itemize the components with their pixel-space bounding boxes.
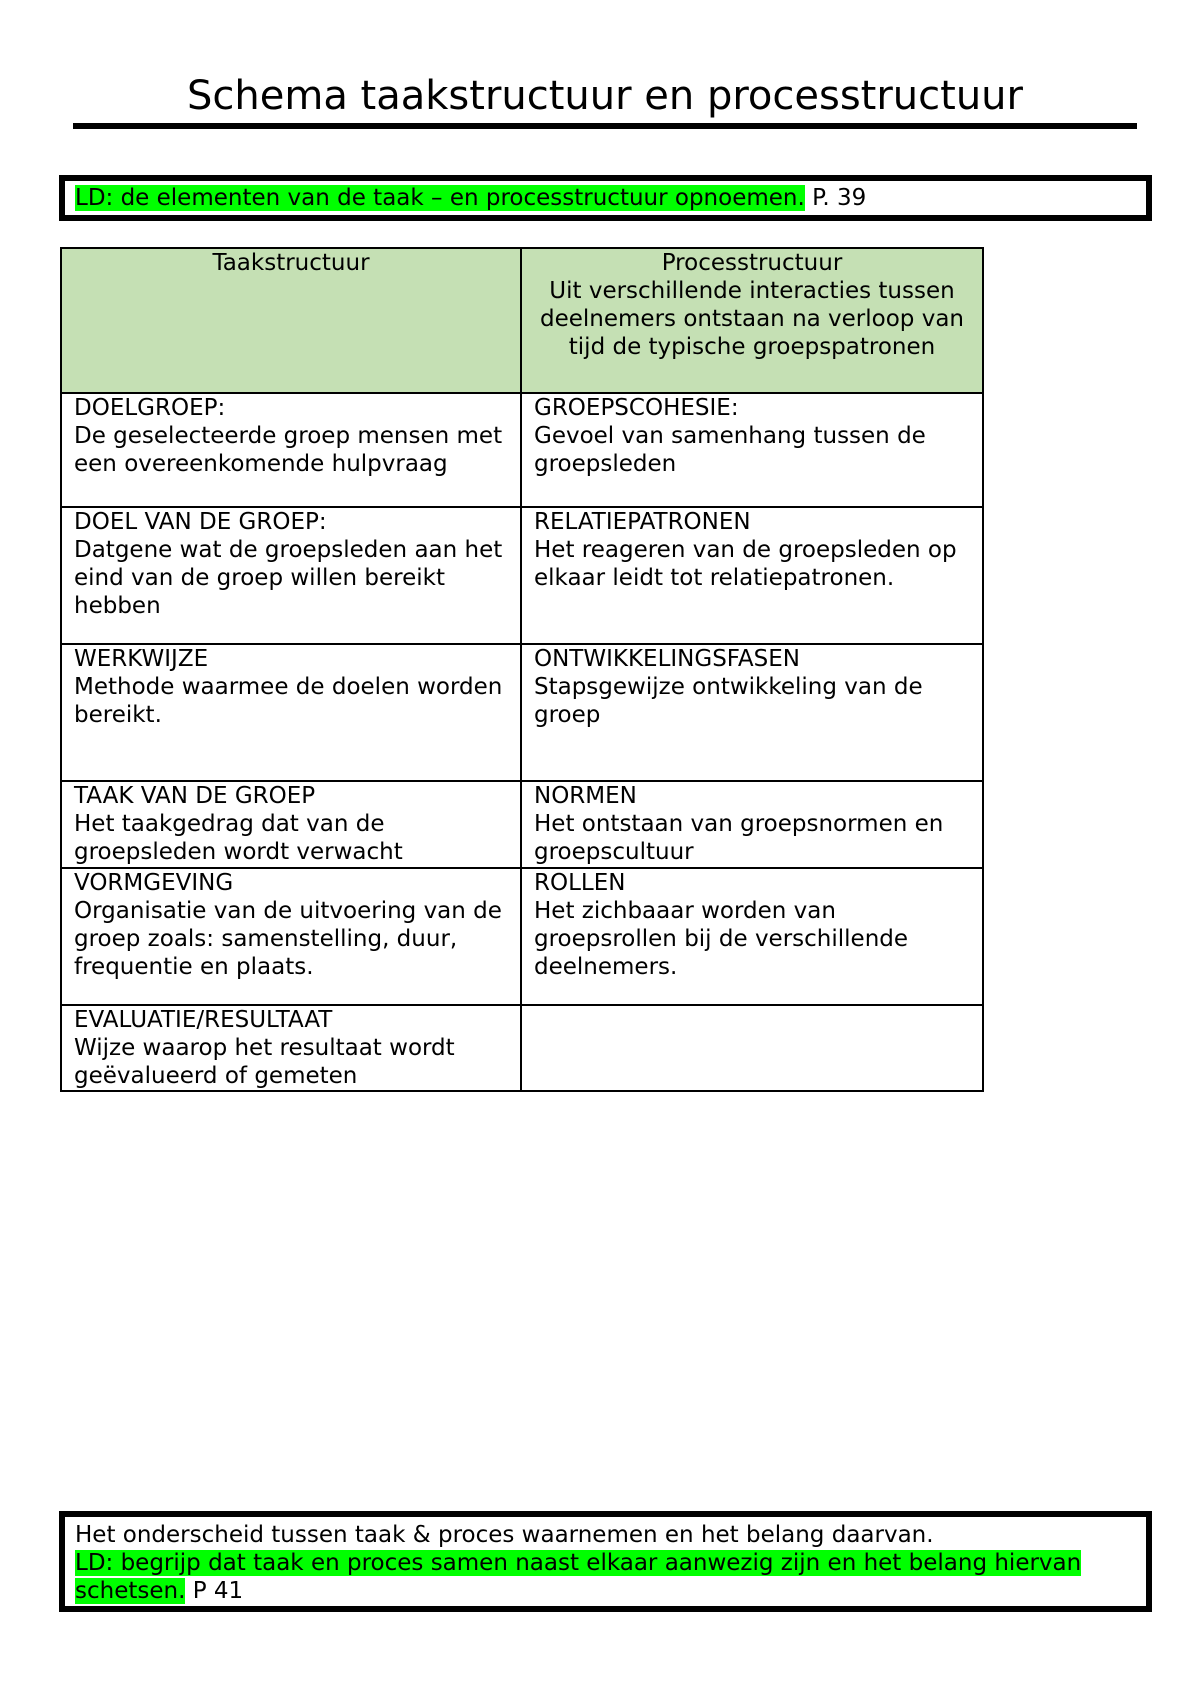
- process-heading: GROEPSCOHESIE:: [534, 395, 739, 421]
- task-description: Wijze waarop het resultaat wordt geëvalueerd of gemeten: [74, 1035, 455, 1089]
- observation-statement: Het onderscheid tussen taak & proces waarnemen en het belang daarvan.: [75, 1522, 934, 1548]
- table-row: [61, 1005, 983, 1091]
- process-description: Gevoel van samenhang tussen de groepsleden: [534, 423, 926, 477]
- learning-goal-box-top: [59, 175, 1152, 221]
- title-underline: [73, 123, 1137, 129]
- process-description: Stapsgewijze ontwikkeling van de groep: [534, 674, 923, 728]
- task-cell: [61, 781, 521, 868]
- task-heading: EVALUATIE/RESULTAAT: [74, 1007, 333, 1033]
- header-process: [521, 248, 983, 393]
- task-heading: TAAK VAN DE GROEP: [74, 783, 316, 809]
- header-task: [61, 248, 521, 393]
- process-cell: [521, 868, 983, 1005]
- task-cell: [61, 507, 521, 644]
- process-cell: [521, 507, 983, 644]
- header-task-label: Taakstructuur: [212, 250, 370, 276]
- table-row: [61, 393, 983, 507]
- process-description: Het reageren van de groepsleden op elkaar leidt tot relatiepatronen.: [534, 537, 957, 591]
- task-description: Organisatie van de uitvoering van de groep zoals: samenstelling, duur, frequentie en plaats.: [74, 898, 502, 980]
- task-description: Het taakgedrag dat van de groepsleden wordt verwacht: [74, 811, 403, 865]
- task-heading: DOEL VAN DE GROEP:: [74, 509, 327, 535]
- page-reference: P 41: [185, 1578, 244, 1604]
- learning-goal-box-bottom: [59, 1511, 1152, 1612]
- header-process-description: Uit verschillende interacties tussen deelnemers ontstaan na verloop van tijd de typische groepspatronen: [540, 278, 964, 360]
- process-heading: ROLLEN: [534, 870, 626, 896]
- page-title: Schema taakstructuur en processtructuur: [187, 73, 1023, 119]
- table-row: [61, 781, 983, 868]
- process-description: Het zichbaaar worden van groepsrollen bij de verschillende deelnemers.: [534, 898, 909, 980]
- task-cell: [61, 644, 521, 781]
- task-heading: WERKWIJZE: [74, 646, 209, 672]
- task-description: De geselecteerde groep mensen met een overeenkomende hulpvraag: [74, 423, 503, 477]
- header-process-label: Processtructuur: [661, 250, 843, 276]
- structure-table: [60, 247, 984, 1092]
- process-description: Het ontstaan van groepsnormen en groepscultuur: [534, 811, 944, 865]
- task-description: Datgene wat de groepsleden aan het eind van de groep willen bereikt hebben: [74, 537, 503, 619]
- task-heading: DOELGROEP:: [74, 395, 226, 421]
- process-heading: ONTWIKKELINGSFASEN: [534, 646, 800, 672]
- process-cell: [521, 644, 983, 781]
- process-cell-empty: [521, 1005, 983, 1091]
- learning-goal-highlight: LD: begrijp dat taak en proces samen naast elkaar aanwezig zijn en het belang hiervan schetsen.: [75, 1550, 1082, 1604]
- page-reference: P. 39: [804, 185, 867, 211]
- task-cell: [61, 393, 521, 507]
- table-row: [61, 507, 983, 644]
- learning-goal-highlight: LD: de elementen van de taak – en processtructuur opnoemen.: [75, 185, 805, 211]
- task-description: Methode waarmee de doelen worden bereikt.: [74, 674, 503, 728]
- task-cell: [61, 868, 521, 1005]
- process-heading: RELATIEPATRONEN: [534, 509, 751, 535]
- process-cell: [521, 393, 983, 507]
- table-row: [61, 644, 983, 781]
- table-header-row: [61, 248, 983, 393]
- process-heading: NORMEN: [534, 783, 637, 809]
- task-heading: VORMGEVING: [74, 870, 234, 896]
- process-cell: [521, 781, 983, 868]
- table-row: [61, 868, 983, 1005]
- task-cell: [61, 1005, 521, 1091]
